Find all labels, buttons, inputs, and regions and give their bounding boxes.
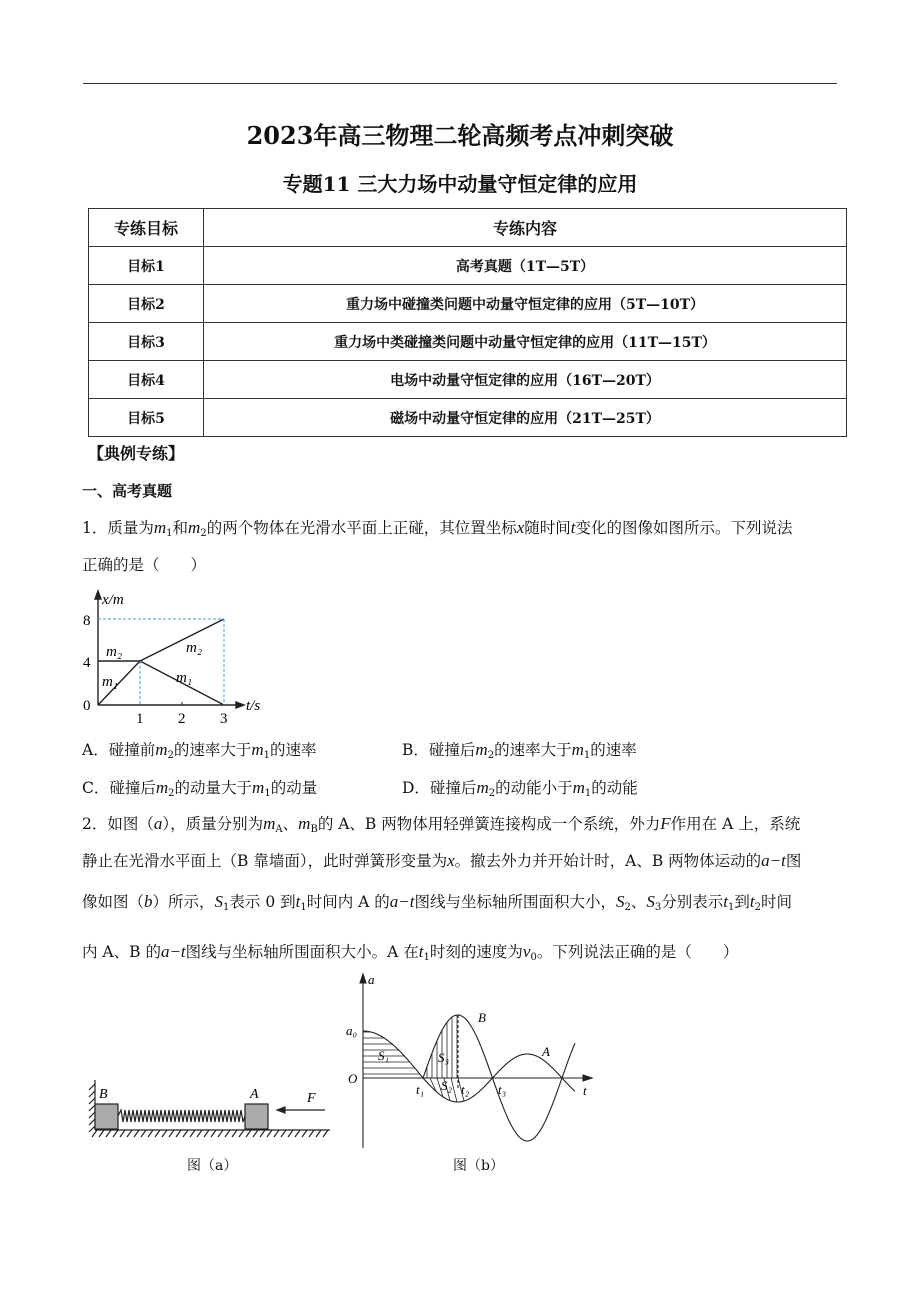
- math-symbol: 1: [166, 528, 173, 539]
- math-symbol: B: [310, 824, 318, 835]
- text-segment: 随时间: [524, 519, 571, 537]
- text-segment: 。撤去外力并开始计时，A、B 两物体运动的: [454, 852, 762, 870]
- s1-label: S₁: [378, 1048, 390, 1063]
- x-tick: 3: [220, 711, 228, 727]
- text-segment: B．碰撞后: [402, 741, 476, 759]
- math-symbol: t: [749, 892, 755, 911]
- table-row: [89, 399, 847, 437]
- math-symbol: A: [275, 824, 283, 835]
- math-symbol: v: [522, 942, 531, 961]
- math-symbol: m: [251, 740, 264, 759]
- x-tick: 2: [178, 711, 186, 727]
- y-tick: 8: [83, 613, 91, 629]
- text-segment: 变化的图像如图所示。下列说法: [575, 519, 793, 537]
- math-symbol: m: [572, 778, 585, 797]
- goal-cell: 目标2: [89, 285, 204, 323]
- text-segment: 表示 0 到: [229, 893, 296, 911]
- t-axis-label: t: [583, 1083, 587, 1098]
- text-segment: ），质量分别为: [162, 815, 264, 833]
- option-B: [402, 738, 637, 761]
- math-symbol: t: [418, 942, 424, 961]
- option-D: [402, 776, 638, 799]
- y-tick: 4: [83, 655, 91, 671]
- table-header: 专练目标: [89, 209, 204, 247]
- table-header-row: [89, 209, 847, 247]
- a-axis-label: a: [368, 972, 375, 987]
- text-segment: 到: [734, 893, 750, 911]
- text-segment: 的速率: [590, 741, 637, 759]
- y-arrow-icon: [95, 591, 101, 599]
- m1-label: m₁: [176, 670, 193, 686]
- math-symbol: m: [155, 778, 169, 797]
- text-segment: 的速率: [270, 741, 317, 759]
- text-segment: 作用在 A 上，系统: [670, 815, 801, 833]
- block-a: [245, 1104, 268, 1129]
- math-symbol: 2: [754, 902, 762, 913]
- text-segment: A．碰撞前: [82, 741, 156, 759]
- page-title: 2023年高三物理二轮高频考点冲刺突破: [246, 121, 674, 150]
- curve-b-label: B: [478, 1010, 486, 1025]
- m2-label: m₂: [106, 644, 123, 660]
- text-segment: 的两个物体在光滑水平面上正碰，其位置坐标: [206, 519, 517, 537]
- block-b-label: B: [99, 1087, 108, 1102]
- text-segment: 图线与坐标轴所围面积大小。A 在: [185, 943, 419, 961]
- math-symbol: 1: [223, 902, 230, 913]
- force-arrow-head-icon: [277, 1107, 285, 1113]
- text-segment: 时间: [761, 893, 793, 911]
- option-C: [82, 776, 317, 799]
- text-segment: 像如图（: [82, 893, 145, 911]
- math-symbol: 2: [487, 750, 495, 761]
- text-segment: 1．质量为: [82, 519, 154, 537]
- math-symbol: 2: [200, 528, 207, 539]
- text-segment: 的动量: [270, 779, 318, 797]
- math-symbol: x: [447, 851, 455, 870]
- text-segment: 时间内 A 的: [306, 893, 390, 911]
- math-symbol: S: [616, 892, 625, 911]
- question-2-line: [82, 890, 792, 913]
- m2-after-line: [140, 619, 224, 661]
- math-symbol: a−t: [160, 942, 186, 961]
- content-cell: 重力场中碰撞类问题中动量守恒定律的应用（5T—10T）: [204, 285, 847, 323]
- table-row: [89, 247, 847, 285]
- text-segment: 和: [172, 519, 189, 537]
- math-symbol: t: [295, 892, 301, 911]
- math-symbol: 2: [167, 750, 174, 761]
- math-symbol: 3: [654, 902, 662, 913]
- content-cell: 高考真题（1T—5T）: [204, 247, 847, 285]
- y-axis-label: x/m: [102, 592, 124, 608]
- text-segment: 的 A、B 两物体用轻弹簧连接构成一个系统，外力: [317, 815, 661, 833]
- page-subtitle: 专题11 三大力场中动量守恒定律的应用: [282, 172, 638, 196]
- y-tick: 0: [83, 698, 91, 714]
- text-segment: 的动能小于: [495, 779, 573, 797]
- text-segment: 、: [282, 815, 299, 833]
- math-symbol: 1: [583, 750, 591, 761]
- math-symbol: 2: [624, 902, 631, 913]
- math-symbol: 1: [264, 788, 271, 799]
- question-2-line: [82, 940, 738, 963]
- math-symbol: t: [570, 518, 576, 537]
- a0-label: a₀: [346, 1023, 358, 1038]
- option-A: [82, 738, 317, 761]
- question-1-line: [82, 553, 206, 575]
- question-2-line: [82, 849, 801, 871]
- text-segment: 、: [630, 893, 647, 911]
- text-segment: 图线与坐标轴所围面积大小，: [414, 893, 617, 911]
- math-symbol: F: [660, 814, 671, 833]
- goal-cell: 目标1: [89, 247, 204, 285]
- x-t-graph: [78, 588, 298, 728]
- math-symbol: b: [144, 892, 153, 911]
- section-heading: 一、高考真题: [82, 482, 173, 500]
- t3-label: t₃: [498, 1082, 507, 1097]
- text-segment: 时刻的速度为: [429, 943, 523, 961]
- math-symbol: m: [298, 814, 311, 833]
- math-symbol: 1: [584, 788, 592, 799]
- text-segment: 正确的是（ ）: [82, 556, 207, 574]
- text-segment: 分别表示: [661, 893, 724, 911]
- math-symbol: m: [476, 778, 489, 797]
- math-symbol: 2: [168, 788, 175, 799]
- math-symbol: 0: [530, 952, 537, 963]
- math-symbol: a−t: [389, 892, 415, 911]
- goal-cell: 目标4: [89, 361, 204, 399]
- text-segment: 。下列说法正确的是（ ）: [536, 943, 739, 961]
- block-a-label: A: [250, 1087, 259, 1102]
- math-symbol: 1: [423, 952, 430, 963]
- figure-b-caption: 图（b）: [453, 1158, 504, 1174]
- math-symbol: S: [646, 892, 655, 911]
- math-symbol: x: [516, 518, 525, 537]
- question-2-line: [82, 812, 800, 835]
- figure-b-a-t-graph: [330, 970, 610, 1150]
- math-symbol: 1: [300, 902, 307, 913]
- s3-label: S₃: [438, 1050, 450, 1065]
- math-symbol: m: [155, 740, 168, 759]
- table-header: 专练内容: [204, 209, 847, 247]
- table-row: [89, 323, 847, 361]
- math-symbol: m: [475, 740, 488, 759]
- math-symbol: m: [188, 518, 201, 537]
- section-label: 【典例专练】: [88, 444, 185, 463]
- table-row: [89, 361, 847, 399]
- math-symbol: m: [252, 778, 265, 797]
- goals-table: [88, 208, 847, 437]
- math-symbol: a: [153, 814, 163, 833]
- x-axis-label: t/s: [246, 698, 261, 714]
- text-segment: 静止在光滑水平面上（B 靠墙面），此时弹簧形变量为: [82, 852, 448, 870]
- text-segment: C．碰撞后: [82, 779, 156, 797]
- text-segment: 的动量大于: [174, 779, 253, 797]
- text-segment: D．碰撞后: [402, 779, 477, 797]
- curve-a-label: A: [542, 1044, 550, 1059]
- content-cell: 重力场中类碰撞类问题中动量守恒定律的应用（11T—15T）: [204, 323, 847, 361]
- math-symbol: m: [263, 814, 276, 833]
- math-symbol: 1: [263, 750, 271, 761]
- spring: [118, 1110, 245, 1122]
- content-cell: 磁场中动量守恒定律的应用（21T—25T）: [204, 399, 847, 437]
- table-row: [89, 285, 847, 323]
- math-symbol: m: [571, 740, 584, 759]
- text-segment: 的动能: [591, 779, 638, 797]
- m2-label: m₂: [186, 640, 203, 656]
- question-1-line: [82, 516, 793, 539]
- s2-label: S₂: [441, 1078, 453, 1093]
- math-symbol: 1: [728, 902, 735, 913]
- figure-a-caption: 图（a）: [187, 1158, 238, 1174]
- x-tick: 1: [136, 711, 144, 727]
- origin-label: O: [348, 1071, 358, 1086]
- header-rule: [83, 83, 837, 84]
- math-symbol: m: [153, 518, 167, 537]
- text-segment: 的速率大于: [173, 741, 252, 759]
- math-symbol: 2: [488, 788, 496, 799]
- t1-label: t₁: [416, 1082, 425, 1097]
- math-symbol: S: [214, 892, 224, 911]
- force-label: F: [307, 1091, 316, 1106]
- goal-cell: 目标5: [89, 399, 204, 437]
- x-arrow-icon: [236, 702, 244, 708]
- text-segment: ）所示，: [152, 893, 215, 911]
- goal-cell: 目标3: [89, 323, 204, 361]
- text-segment: 的速率大于: [494, 741, 572, 759]
- m1-label: m₁: [102, 674, 119, 690]
- block-b: [95, 1104, 118, 1129]
- figure-a-spring-system: [85, 1070, 345, 1140]
- text-segment: 图: [785, 852, 802, 870]
- text-segment: 2．如图（: [82, 815, 154, 833]
- math-symbol: t: [723, 892, 729, 911]
- content-cell: 电场中动量守恒定律的应用（16T—20T）: [204, 361, 847, 399]
- text-segment: 内 A、B 的: [82, 943, 161, 961]
- t2-label: t₂: [461, 1082, 470, 1097]
- math-symbol: a−t: [761, 851, 786, 870]
